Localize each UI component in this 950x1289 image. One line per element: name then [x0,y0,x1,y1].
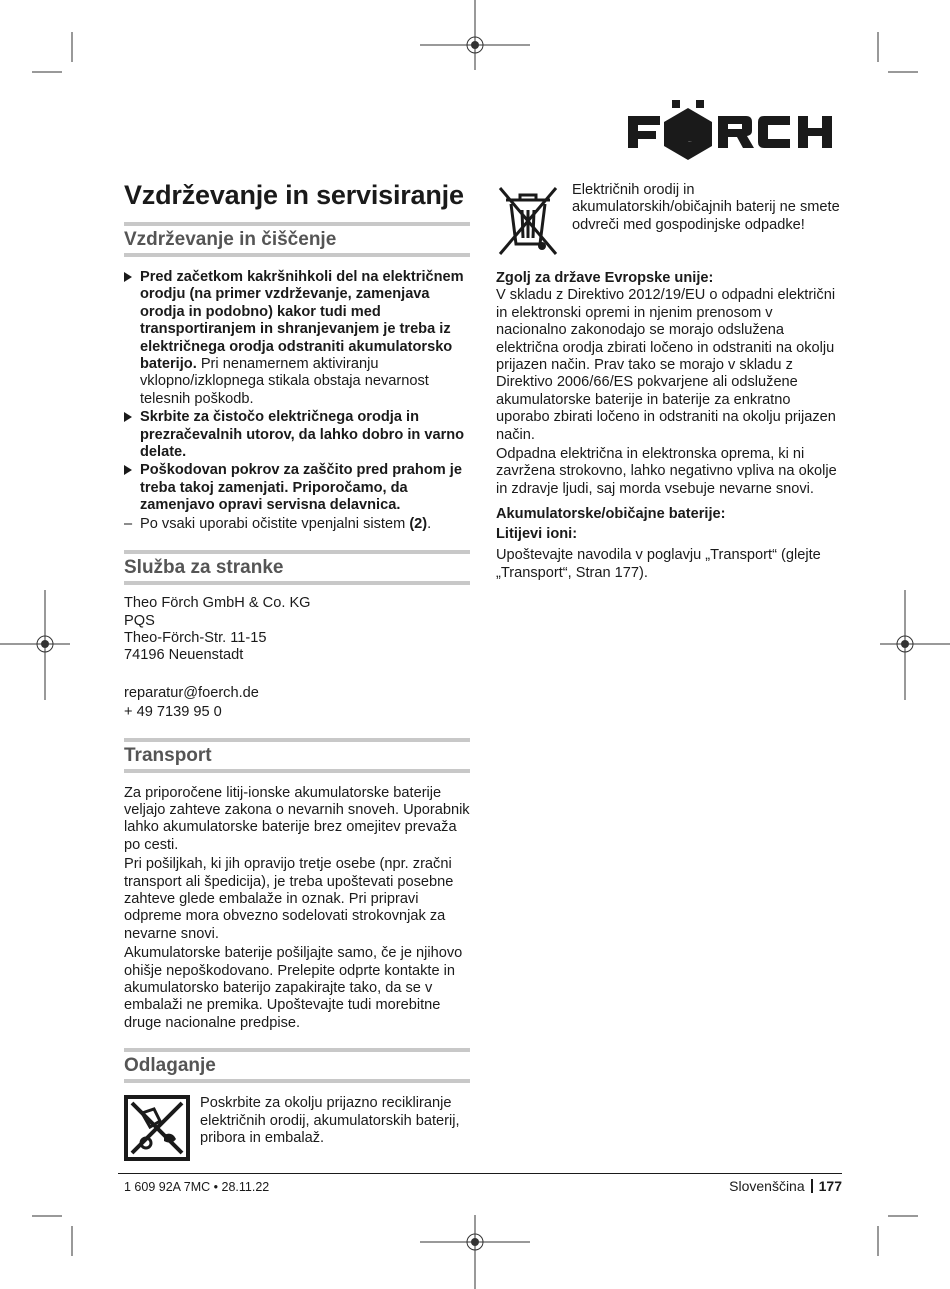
address-line: Theo-Förch-Str. 11-15 [124,629,267,646]
right-column [496,182,842,582]
crossed-bin-icon [496,182,560,258]
dash-item [124,516,470,533]
bullet-bold-text: Poškodovan pokrov za zaščito pred prahom je treba takoj zamenjati. Priporočamo, da zamenjavo opravi servisna delavnica. [140,462,462,514]
footer-page-number: 177 [818,1178,842,1194]
lithium-text: Upoštevajte navodila v poglavju „Transport“ (glejte „Transport“, Stran 177). [496,547,821,581]
logo-text: FÖRCH [688,142,692,143]
lithium-heading: Litijevi ioni: [496,525,578,542]
triangle-bullet-icon [124,272,132,282]
page-title: Vzdrževanje in servisiranje [124,180,464,210]
transport-section [124,738,470,1033]
service-phone: + 49 7139 95 0 [124,704,222,721]
disposal-icon-text: Poskrbite za okolju prijazno recikliranje električnih orodij, akumulatorskih baterij, pribora in embalaž. [200,1095,460,1147]
service-section [124,550,470,721]
dash-text: Po vsaki uporabi očistite vpenjalni sistem [140,515,410,532]
recycling-icon [124,1095,190,1161]
maintenance-heading: Vzdrževanje in čiščenje [124,222,470,257]
transport-heading: Transport [124,738,470,773]
bullet-item [124,462,470,514]
eu-paragraph: Odpadna električna in elektronska oprema, ki ni zavržena strokovno, lahko negativno vpliva na okolje in zdravje ljudi, saj morda vsebuje nevarne snovi. [496,446,837,497]
eu-paragraph: V skladu z Direktivo 2012/19/EU o odpadni električni in elektronski opremi in njenim prenosom v nacionalno zakonodajo se morajo odslužena električna orodja zbirati ločeno in odstraniti na okolju prijazen način. Prav tako se morajo v skladu z Direktivo 2006/66/ES pokvarjene ali odslužene akumulatorske baterije in baterije za enkratno uporabo zbirati ločeno in odstraniti na okolju prijazen način. [496,287,836,443]
address-line: 74196 Neuenstadt [124,647,244,664]
bullet-item [124,409,470,461]
service-email: reparatur@foerch.de [124,684,259,701]
batteries-heading: Akumulatorske/običajne baterije: [496,506,726,523]
address-line: Theo Förch GmbH & Co. KG [124,595,311,612]
foerch-logo [628,98,842,160]
bullet-normal-text: Pri nenamernem aktiviranju vklopno/izklopnega stikala obstaja nevarnost telesnih poškodb. [140,356,429,407]
footer-doc-code: 1 609 92A 7MC • 28.11.22 [124,1180,270,1194]
triangle-bullet-icon [124,465,132,475]
triangle-bullet-icon [124,412,132,422]
transport-paragraph: Akumulatorske baterije pošiljajte samo, če je njihovo ohišje nepoškodovano. Prelepite odprte kontakte in akumulatorsko baterijo zapakirajte tako, da se v embalaži ne premika. Upoštevajte tudi morebitne druge nacionalne predpise. [124,945,463,1031]
bullet-item [124,269,470,408]
bullet-bold-text: Pred začetkom kakršnihkoli del na električnem orodju (na primer vzdrževanje, zamenjava orodja in podobno) kakor tudi med transportiranjem in shranjevanjem je treba iz električnega orodja odstraniti akumulatorsko baterijo. [140,269,464,373]
transport-paragraph: Za priporočene litij-ionske akumulatorske baterije veljajo zahteve zakona o nevarnih snoveh. Uporabnik lahko akumulatorske baterije brez omejitev prevaža po cesti. [124,784,470,853]
maintenance-section [124,222,470,533]
footer-separator [811,1179,813,1193]
address-line: PQS [124,612,155,629]
footer-rule [118,1173,842,1174]
disposal-heading: Odlaganje [124,1048,470,1083]
disposal-section [124,1048,470,1161]
service-heading: Služba za stranke [124,550,470,585]
footer-language: Slovenščina [729,1178,805,1194]
eu-heading: Zgolj za države Evropske unije: [496,270,714,286]
dash-ref: (2) [409,515,428,532]
transport-paragraph: Pri pošiljkah, ki jih opravijo tretje osebe (npr. zračni transport ali špedicija), je treba upoštevati posebne zahteve glede embalaže in oznak. Pri pripravi odpreme mora obvezno sodelovati strokovnjak za nevarne snovi. [124,856,454,942]
left-column [124,180,470,1161]
bullet-bold-text: Skrbite za čistočo električnega orodja in prezračevalnih utorov, da lahko dobro in varno delate. [140,409,465,461]
dash-marker: – [124,515,133,532]
dash-end: . [427,515,432,532]
weee-text: Električnih orodij in akumulatorskih/običajnih baterij ne smete odvreči med gospodinjske odpadke! [572,182,840,233]
footer-page-info [729,1178,842,1194]
